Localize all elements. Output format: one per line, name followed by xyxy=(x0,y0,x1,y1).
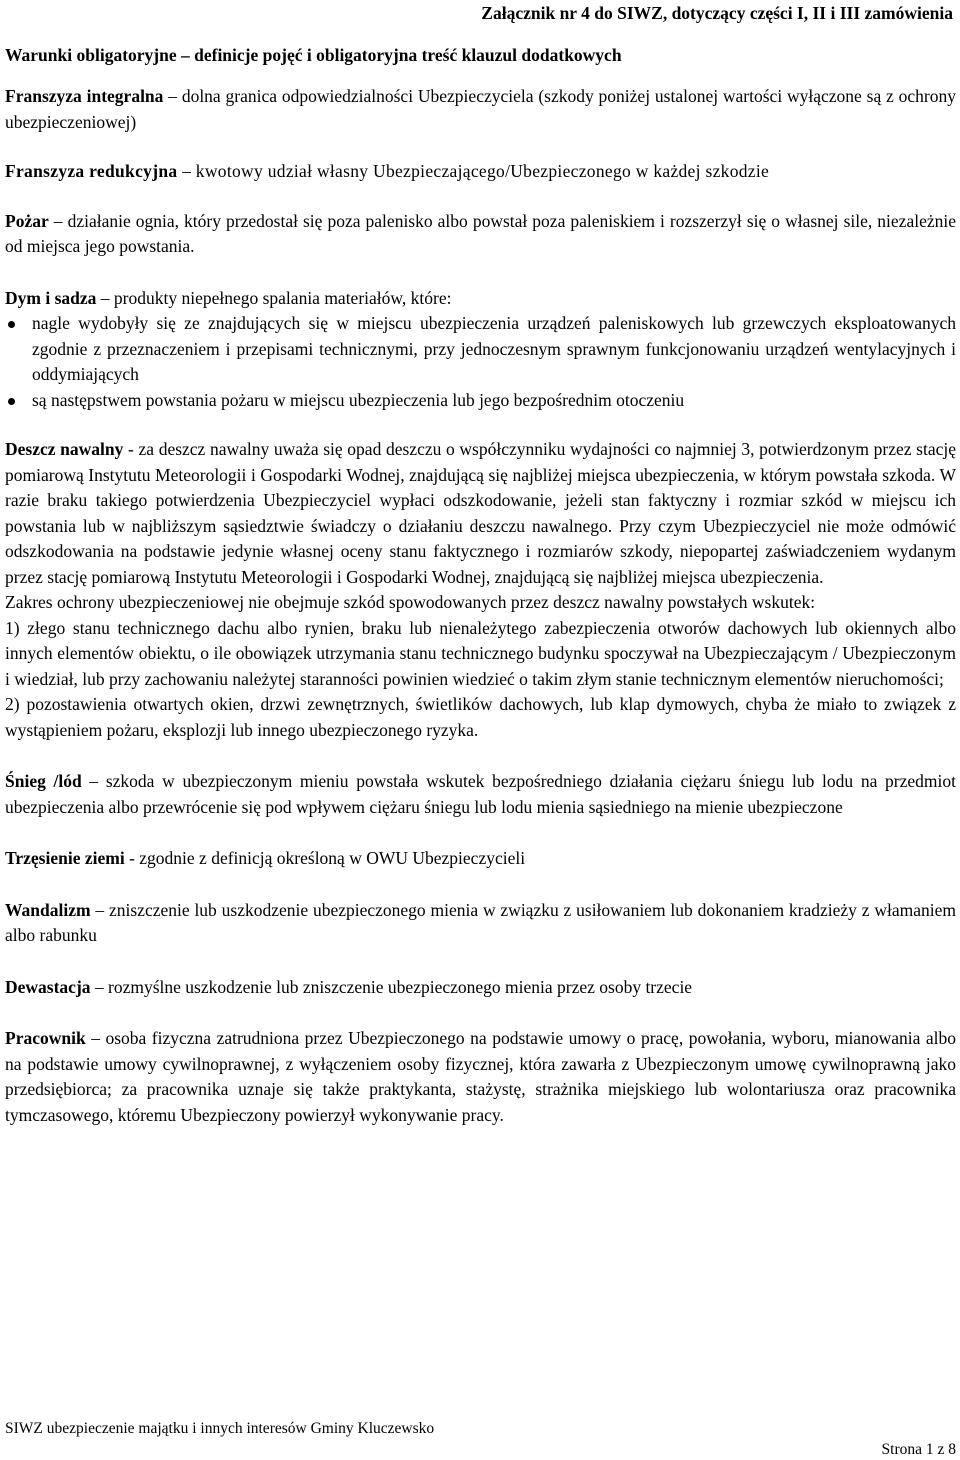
annex-header: Załącznik nr 4 do SIWZ, dotyczący części I, II i III zamówienia xyxy=(481,3,953,23)
definition-franszyza-redukcyjna xyxy=(5,159,956,185)
definition-dewastacja xyxy=(5,975,956,1001)
dym-bullet-list xyxy=(5,311,956,413)
definition-text: – zniszczenie lub uszkodzenie ubezpieczonego mienia w związku z usiłowaniem lub dokonaniem kradzieży z włamaniem albo rabunku xyxy=(5,899,956,945)
bullet-icon xyxy=(8,398,15,405)
page-number: Strona 1 z 8 xyxy=(881,1441,956,1458)
definition-snieg-lod xyxy=(5,769,956,820)
list-item: nagle wydobyły się ze znajdujących się w miejscu ubezpieczenia urządzeń paleniskowych lub grzewczych eksploatowanych zgodnie z przeznaczeniem i przepisami technicznymi, przy jednoczesnym sprawnym funkcjonowaniu urządzeń wentylacyjnych i oddymiających xyxy=(5,311,956,388)
definition-text: – szkoda w ubezpieczonym mieniu powstała wskutek bezpośredniego działania ciężaru śniegu lub lodu na przedmiot ubezpieczenia albo przewrócenie się pod wpływem ciężaru śniegu lub lodu mienia sąsiedniego na mienie ubezpieczone xyxy=(5,771,956,817)
definition-deszcz-nawalny xyxy=(5,437,956,590)
definition-text: – rozmyślne uszkodzenie lub zniszczenie ubezpieczonego mienia przez osoby trzecie xyxy=(90,976,693,997)
definition-pozar xyxy=(5,209,956,260)
term: Dewastacja xyxy=(5,976,91,997)
definition-franszyza-integralna xyxy=(5,84,956,135)
definition-text: – osoba fizyczna zatrudniona przez Ubezpieczonego na podstawie umowy o pracę, powołania, wyboru, mianowania albo na podstawie umowy cywilnoprawnej, z wyłączeniem osoby fizycznej, która zawarła z Ubezpieczonym umowę cywilnoprawną jako przedsiębiorca; za pracownika uznaje się także praktykanta, stażystę, strażnika miejskiego lub wolontariusza oraz pracownika tymczasowego, któremu Ubezpieczony powierzył wykonywanie pracy. xyxy=(5,1028,956,1125)
definition-text: – kwotowy udział własny Ubezpieczającego/Ubezpieczonego w każdej szkodzie xyxy=(177,161,770,181)
term: Franszyza redukcyjna xyxy=(5,161,178,181)
term: Trzęsienie ziemi xyxy=(5,848,125,868)
definition-trzesienie-ziemi xyxy=(5,846,956,872)
bullet-icon xyxy=(8,321,15,328)
deszcz-exclusion-2: 2) pozostawienia otwartych okien, drzwi zewnętrznych, świetlików dachowych, lub klap dymowych, chyba że miało to związek z wystąpieniem pożaru, eksplozji lub innego ubezpieczonego ryzyka. xyxy=(5,694,956,740)
term: Dym i sadza xyxy=(5,287,97,308)
term: Deszcz nawalny xyxy=(5,439,124,459)
deszcz-scope: Zakres ochrony ubezpieczeniowej nie obejmuje szkód spowodowanych przez deszcz nawalny powstałych wskutek: xyxy=(5,592,816,612)
definition-wandalizm xyxy=(5,898,956,949)
term: Wandalizm xyxy=(5,899,91,920)
definition-text: - zgodnie z definicją określoną w OWU Ubezpieczycieli xyxy=(124,848,526,868)
term: Franszyza integralna xyxy=(5,86,164,106)
term: Pożar xyxy=(5,210,49,231)
definition-dym-i-sadza xyxy=(5,286,956,312)
definition-text: – produkty niepełnego spalania materiałów, które: xyxy=(96,287,452,308)
definition-text: – działanie ognia, który przedostał się poza palenisko albo powstał poza paleniskiem i rozszerzył się o własnej sile, niezależnie od miejsca jego powstania. xyxy=(5,210,956,256)
definition-text: – dolna granica odpowiedzialności Ubezpieczyciela (szkody poniżej ustalonej wartości wyłączone są z ochrony ubezpieczeniowej) xyxy=(5,86,956,132)
term: Śnieg /lód xyxy=(5,771,82,791)
definition-pracownik xyxy=(5,1026,956,1128)
definition-text: - za deszcz nawalny uważa się opad deszczu o współczynniku wydajności co najmniej 3, potwierdzonym przez stację pomiarową Instytutu Meteorologii i Gospodarki Wodnej, znajdującą się najbliżej miejsca ubezpieczenia, w którym powstała szkoda. W razie braku takiego potwierdzenia Ubezpieczyciel wypłaci odszkodowanie, jeżeli stan faktyczny i rozmiar szkód w miejscu ich powstania lub w najbliższym sąsiedztwie świadczy o działaniu deszczu nawalnego. Przy czym Ubezpieczyciel nie może odmówić odszkodowania na podstawie jedynie własnej oceny stanu faktycznego i rozmiarów szkody, niepopartej zaświadczeniem wydanym przez stację pomiarową Instytutu Meteorologii i Gospodarki Wodnej, znajdującą się najbliżej miejsca ubezpieczenia. xyxy=(5,439,957,587)
deszcz-exclusion-1: 1) złego stanu technicznego dachu albo rynien, braku lub nienależytego zabezpieczenia otworów dachowych lub okiennych albo innych elementów obiektu, o ile obowiązek utrzymania stanu technicznego budynku spoczywał na Ubezpieczającym / Ubezpieczonym i wiedział, lub przy zachowaniu należytej staranności powinien wiedzieć o takim złym stanie technicznym elementów nieruchomości; xyxy=(5,617,956,689)
term: Pracownik xyxy=(5,1028,86,1048)
list-item: są następstwem powstania pożaru w miejscu ubezpieczenia lub jego bezpośrednim otoczeniu xyxy=(5,388,956,414)
document-title: Warunki obligatoryjne – definicje pojęć i obligatoryjna treść klauzul dodatkowych xyxy=(5,45,622,65)
document-page xyxy=(5,0,956,1128)
footer-document-name: SIWZ ubezpieczenie majątku i innych interesów Gminy Kluczewsko xyxy=(5,1420,435,1437)
